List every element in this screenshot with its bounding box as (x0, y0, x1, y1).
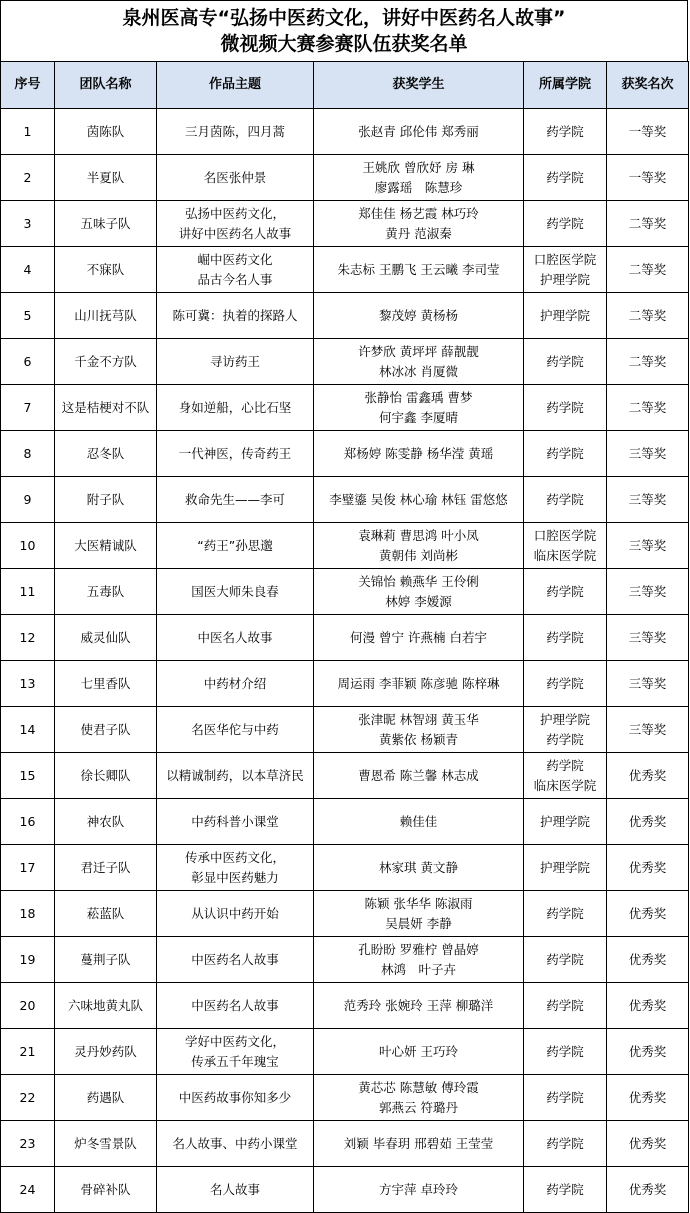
award-table (0, 61, 689, 1213)
cell-theme (157, 569, 314, 615)
table-row (1, 1029, 689, 1075)
cell-students (314, 523, 524, 569)
cell-team: 神农队 (55, 799, 157, 845)
table-row (1, 477, 689, 523)
cell-college-line: 药学院 (546, 169, 584, 185)
cell-award: 三等奖 (607, 707, 689, 753)
table-row (1, 155, 689, 201)
cell-no: 20 (1, 983, 55, 1029)
cell-team: 七里香队 (55, 661, 157, 707)
cell-theme (157, 385, 314, 431)
cell-students-line: 张静怡 雷鑫瑀 曹梦 (364, 389, 473, 405)
cell-theme-line: 寻访药王 (209, 353, 260, 369)
table-row (1, 799, 689, 845)
table-row (1, 293, 689, 339)
cell-college-line: 药学院 (546, 399, 584, 415)
cell-students (314, 431, 524, 477)
cell-theme (157, 293, 314, 339)
cell-theme-line: 中医药名人故事 (191, 951, 279, 967)
cell-theme-line: 中药材介绍 (203, 675, 267, 691)
cell-theme-line: 弘扬中医药文化， (184, 205, 285, 221)
cell-students-line: 张赵青 邱伦伟 郑秀丽 (358, 123, 479, 139)
cell-students (314, 155, 524, 201)
cell-college-line: 药学院 (546, 1043, 584, 1059)
cell-theme (157, 707, 314, 753)
cell-no: 22 (1, 1075, 55, 1121)
cell-team: 六味地黄丸队 (55, 983, 157, 1029)
table-row (1, 661, 689, 707)
cell-college (524, 707, 607, 753)
cell-college-line: 护理学院 (539, 271, 590, 287)
cell-no: 15 (1, 753, 55, 799)
cell-team: 菘蓝队 (55, 891, 157, 937)
cell-students-line: 王姚欣 曾欣妤 房 琳 (362, 159, 475, 175)
table-row (1, 385, 689, 431)
cell-award: 优秀奖 (607, 1075, 689, 1121)
cell-theme (157, 1167, 314, 1213)
cell-students (314, 891, 524, 937)
cell-college (524, 523, 607, 569)
cell-students-line: 郑佳佳 杨艺霞 林巧玲 (358, 205, 479, 221)
cell-college-line: 药学院 (546, 215, 584, 231)
cell-award: 二等奖 (607, 385, 689, 431)
cell-team: 茵陈队 (55, 109, 157, 155)
cell-award: 优秀奖 (607, 1029, 689, 1075)
cell-theme-line: 学好中医药文化， (184, 1033, 285, 1049)
table-body (1, 109, 689, 1213)
cell-theme (157, 109, 314, 155)
cell-students (314, 385, 524, 431)
cell-students (314, 477, 524, 523)
cell-team: 附子队 (55, 477, 157, 523)
cell-no: 8 (1, 431, 55, 477)
cell-no: 16 (1, 799, 55, 845)
cell-theme (157, 891, 314, 937)
cell-theme-line: 名医张仲景 (203, 169, 267, 185)
cell-students-line: 黄紫依 杨颖青 (379, 731, 458, 747)
cell-students-line: 方宇萍 卓玲玲 (379, 1181, 458, 1197)
cell-award: 二等奖 (607, 339, 689, 385)
table-row (1, 753, 689, 799)
cell-theme-line: 名人故事 (209, 1181, 260, 1197)
cell-team: 使君子队 (55, 707, 157, 753)
cell-students-line: 郭燕云 符璐丹 (379, 1099, 458, 1115)
cell-college-line: 药学院 (546, 583, 584, 599)
cell-theme-line: 三月茵陈，四月蒿 (184, 123, 285, 139)
cell-students (314, 247, 524, 293)
table-row (1, 247, 689, 293)
cell-no: 17 (1, 845, 55, 891)
cell-theme (157, 339, 314, 385)
cell-theme (157, 615, 314, 661)
cell-college (524, 477, 607, 523)
cell-theme-line: 中医药故事你知多少 (178, 1089, 292, 1105)
cell-college (524, 155, 607, 201)
cell-no: 10 (1, 523, 55, 569)
cell-college-line: 药学院 (546, 997, 584, 1013)
cell-no: 9 (1, 477, 55, 523)
table-row (1, 339, 689, 385)
cell-students (314, 293, 524, 339)
table-row (1, 983, 689, 1029)
cell-theme (157, 1029, 314, 1075)
cell-students-line: 林冰冰 肖厦微 (379, 363, 458, 379)
header-theme: 作品主题 (157, 62, 314, 109)
cell-students-line: 林家琪 黄文静 (379, 859, 458, 875)
cell-students-line: 林婷 李嫒源 (385, 593, 452, 609)
cell-students-line: 吴晨妍 李静 (385, 915, 452, 931)
cell-theme-line: 中医药名人故事 (191, 997, 279, 1013)
cell-college-line: 药学院 (546, 629, 584, 645)
cell-award: 二等奖 (607, 247, 689, 293)
table-row (1, 707, 689, 753)
cell-students-line: 黄朝伟 刘尚彬 (379, 547, 458, 563)
cell-students (314, 983, 524, 1029)
cell-college (524, 293, 607, 339)
cell-award: 优秀奖 (607, 891, 689, 937)
table-row (1, 201, 689, 247)
cell-team: 五味子队 (55, 201, 157, 247)
cell-award: 优秀奖 (607, 845, 689, 891)
cell-team: 千金不方队 (55, 339, 157, 385)
cell-team: 君迁子队 (55, 845, 157, 891)
table-row (1, 109, 689, 155)
cell-students-line: 张津昵 林智翊 黄玉华 (358, 711, 479, 727)
cell-college (524, 891, 607, 937)
table-row (1, 891, 689, 937)
cell-theme (157, 1121, 314, 1167)
cell-college-line: 护理学院 (539, 859, 590, 875)
cell-college-line: 药学院 (546, 353, 584, 369)
cell-theme-line: 中医名人故事 (197, 629, 273, 645)
cell-college-line: 药学院 (546, 1135, 584, 1151)
cell-no: 24 (1, 1167, 55, 1213)
cell-college-line: 口腔医学院 (533, 527, 597, 543)
cell-students-line: 范秀玲 张婉玲 王萍 柳璐洋 (343, 997, 494, 1013)
cell-no: 1 (1, 109, 55, 155)
cell-students-line: 赖佳佳 (399, 813, 438, 829)
cell-theme-line: 品古今名人事 (197, 271, 273, 287)
cell-students-line: 何漫 曾宁 许燕楠 白若宇 (350, 629, 487, 645)
cell-award: 三等奖 (607, 431, 689, 477)
cell-award: 二等奖 (607, 293, 689, 339)
cell-college (524, 661, 607, 707)
cell-students (314, 569, 524, 615)
cell-college (524, 339, 607, 385)
cell-no: 11 (1, 569, 55, 615)
cell-theme (157, 799, 314, 845)
header-row (1, 62, 689, 109)
cell-award: 一等奖 (607, 155, 689, 201)
cell-college (524, 385, 607, 431)
cell-college-line: 药学院 (546, 675, 584, 691)
cell-college (524, 201, 607, 247)
cell-college-line: 口腔医学院 (533, 251, 597, 267)
cell-theme (157, 201, 314, 247)
cell-no: 19 (1, 937, 55, 983)
cell-theme (157, 753, 314, 799)
table-row (1, 1121, 689, 1167)
cell-no: 4 (1, 247, 55, 293)
cell-team: 徐长卿队 (55, 753, 157, 799)
table-row (1, 1075, 689, 1121)
cell-students (314, 707, 524, 753)
cell-college-line: 药学院 (546, 123, 584, 139)
cell-college (524, 937, 607, 983)
cell-students-line: 廖露瑶 陈慧珍 (374, 179, 463, 195)
cell-theme (157, 247, 314, 293)
cell-team: 药遇队 (55, 1075, 157, 1121)
cell-award: 优秀奖 (607, 799, 689, 845)
cell-students (314, 1167, 524, 1213)
cell-team: 蔓荆子队 (55, 937, 157, 983)
cell-students (314, 937, 524, 983)
table-row (1, 845, 689, 891)
cell-no: 5 (1, 293, 55, 339)
table-row (1, 937, 689, 983)
cell-theme-line: 传承五千年瑰宝 (191, 1053, 279, 1069)
cell-no: 6 (1, 339, 55, 385)
cell-students-line: 周运雨 李菲颖 陈彦驰 陈梓琳 (337, 675, 500, 691)
cell-theme (157, 983, 314, 1029)
cell-college (524, 983, 607, 1029)
cell-college (524, 1167, 607, 1213)
cell-theme-line: 救命先生——李可 (184, 491, 285, 507)
title-block (0, 0, 688, 61)
cell-team: 半夏队 (55, 155, 157, 201)
cell-theme-line: 陈可冀：执着的探路人 (172, 307, 298, 323)
cell-no: 21 (1, 1029, 55, 1075)
cell-award: 三等奖 (607, 661, 689, 707)
cell-students (314, 109, 524, 155)
header-no: 序号 (1, 62, 55, 109)
cell-college-line: 临床医学院 (533, 777, 597, 793)
header-team: 团队名称 (55, 62, 157, 109)
cell-theme (157, 661, 314, 707)
cell-team: 骨碎补队 (55, 1167, 157, 1213)
cell-students-line: 李璧鎏 吴俊 林心瑜 林钰 雷悠悠 (329, 491, 508, 507)
cell-award: 优秀奖 (607, 753, 689, 799)
cell-team: 忍冬队 (55, 431, 157, 477)
header-award: 获奖名次 (607, 62, 689, 109)
table-row (1, 523, 689, 569)
cell-theme-line: 从认识中药开始 (191, 905, 279, 921)
cell-college-line: 护理学院 (539, 711, 590, 727)
header-college: 所属学院 (524, 62, 607, 109)
cell-college-line: 护理学院 (539, 307, 590, 323)
cell-no: 2 (1, 155, 55, 201)
cell-college-line: 药学院 (546, 905, 584, 921)
cell-theme-line: 讲好中医药名人故事 (178, 225, 292, 241)
cell-no: 12 (1, 615, 55, 661)
cell-award: 三等奖 (607, 615, 689, 661)
cell-students (314, 799, 524, 845)
cell-students-line: 黄丹 范淑秦 (385, 225, 452, 241)
cell-students-line: 许梦欣 黄坪坪 薛靓靓 (358, 343, 479, 359)
cell-theme (157, 431, 314, 477)
cell-college-line: 药学院 (546, 491, 584, 507)
cell-theme (157, 845, 314, 891)
cell-students (314, 1029, 524, 1075)
cell-students-line: 黎茂婷 黄杨杨 (379, 307, 458, 323)
cell-students (314, 845, 524, 891)
cell-students (314, 201, 524, 247)
cell-theme-line: 崛中医药文化 (197, 251, 273, 267)
cell-college-line: 药学院 (546, 1181, 584, 1197)
cell-students-line: 林鸿 叶子卉 (380, 961, 456, 977)
cell-theme-line: 身如逆船，心比石坚 (178, 399, 292, 415)
table-row (1, 615, 689, 661)
title-line-1: 泉州医高专“弘扬中医药文化，讲好中医药名人故事” (122, 7, 566, 29)
table-row (1, 1167, 689, 1213)
cell-college-line: 药学院 (546, 731, 584, 747)
cell-no: 14 (1, 707, 55, 753)
cell-award: 优秀奖 (607, 1167, 689, 1213)
title-line-2: 微视频大赛参赛队伍获奖名单 (220, 33, 468, 55)
cell-college-line: 药学院 (546, 951, 584, 967)
header-students: 获奖学生 (314, 62, 524, 109)
cell-students-line: 朱志标 王鹏飞 王云曦 李司莹 (337, 261, 500, 277)
cell-college (524, 1121, 607, 1167)
cell-college (524, 247, 607, 293)
cell-theme-line: 以精诚制药，以本草济民 (166, 767, 304, 783)
cell-college-line: 药学院 (546, 757, 584, 773)
cell-theme-line: 传承中医药文化， (184, 849, 285, 865)
cell-college (524, 799, 607, 845)
cell-college (524, 1029, 607, 1075)
cell-team: 不寐队 (55, 247, 157, 293)
cell-theme-line: 中药科普小课堂 (191, 813, 279, 829)
cell-team: 大医精诚队 (55, 523, 157, 569)
cell-college (524, 431, 607, 477)
cell-award: 三等奖 (607, 477, 689, 523)
cell-no: 7 (1, 385, 55, 431)
cell-college-line: 药学院 (546, 445, 584, 461)
table-row (1, 431, 689, 477)
cell-team: 这是桔梗对不队 (55, 385, 157, 431)
cell-college (524, 615, 607, 661)
cell-theme-line: 国医大师朱良春 (191, 583, 279, 599)
cell-team: 山川抚芎队 (55, 293, 157, 339)
cell-award: 优秀奖 (607, 1121, 689, 1167)
cell-students-line: 关锦怡 赖燕华 王伶俐 (358, 573, 479, 589)
cell-award: 优秀奖 (607, 937, 689, 983)
cell-theme (157, 937, 314, 983)
cell-students (314, 615, 524, 661)
cell-theme-line: 名医华佗与中药 (191, 721, 279, 737)
cell-team: 威灵仙队 (55, 615, 157, 661)
cell-students (314, 1075, 524, 1121)
cell-team: 灵丹妙药队 (55, 1029, 157, 1075)
cell-college (524, 753, 607, 799)
cell-team: 五毒队 (55, 569, 157, 615)
cell-students-line: 陈颖 张华华 陈淑雨 (364, 895, 473, 911)
cell-theme-line: 彰显中医药魅力 (191, 869, 279, 885)
cell-college-line: 护理学院 (539, 813, 590, 829)
cell-theme (157, 155, 314, 201)
cell-students-line: 叶心妍 王巧玲 (379, 1043, 458, 1059)
cell-award: 优秀奖 (607, 983, 689, 1029)
cell-no: 18 (1, 891, 55, 937)
cell-students (314, 661, 524, 707)
cell-students (314, 339, 524, 385)
cell-students-line: 孔盼盼 罗雅柠 曾晶婷 (358, 941, 479, 957)
cell-no: 13 (1, 661, 55, 707)
table-row (1, 569, 689, 615)
cell-college (524, 845, 607, 891)
cell-award: 三等奖 (607, 569, 689, 615)
cell-no: 23 (1, 1121, 55, 1167)
cell-college (524, 109, 607, 155)
cell-theme (157, 477, 314, 523)
cell-theme-line: 名人故事、中药小课堂 (172, 1135, 298, 1151)
cell-college (524, 1075, 607, 1121)
cell-theme (157, 1075, 314, 1121)
cell-students (314, 753, 524, 799)
cell-students-line: 袁琳莉 曹思鸿 叶小凤 (358, 527, 479, 543)
cell-theme-line: 一代神医，传奇药王 (178, 445, 292, 461)
cell-students (314, 1121, 524, 1167)
cell-students-line: 黄芯芯 陈慧敏 傅玲霞 (358, 1079, 479, 1095)
cell-award: 三等奖 (607, 523, 689, 569)
cell-college-line: 临床医学院 (533, 547, 597, 563)
cell-college (524, 569, 607, 615)
cell-students-line: 曹恩希 陈兰馨 林志成 (358, 767, 479, 783)
cell-theme-line: “药王”孙思邈 (197, 537, 273, 553)
cell-no: 3 (1, 201, 55, 247)
cell-students-line: 刘颖 毕春玥 邢碧茹 王莹莹 (343, 1135, 494, 1151)
cell-students-line: 何宇鑫 李厦晴 (379, 409, 458, 425)
cell-team: 炉冬雪景队 (55, 1121, 157, 1167)
cell-award: 二等奖 (607, 201, 689, 247)
cell-students-line: 郑杨婷 陈雯静 杨华滢 黄瑶 (343, 445, 494, 461)
cell-college-line: 药学院 (546, 1089, 584, 1105)
cell-theme (157, 523, 314, 569)
cell-award: 一等奖 (607, 109, 689, 155)
